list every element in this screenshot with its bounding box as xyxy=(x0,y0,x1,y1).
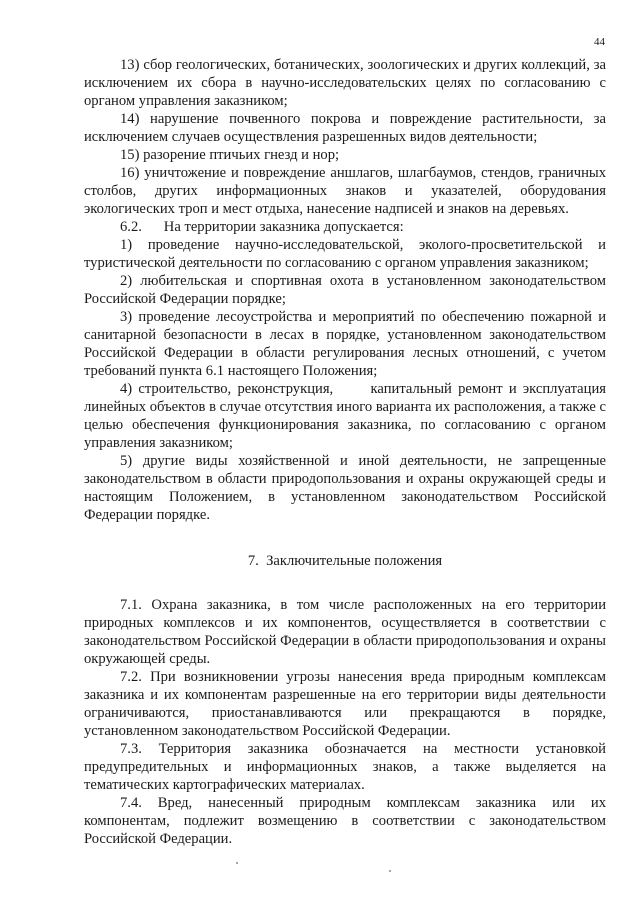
section-heading: 7. Заключительные положения xyxy=(247,553,443,569)
clause-6-2: 6.2. На территории заказника допускается: xyxy=(120,219,404,235)
section-7-body xyxy=(84,596,606,848)
clause-7-2: 7.2. При возникновении угрозы нанесения вреда природным комплексам заказника и их компонентам разрешенные на его территории виды деятельности ограничиваются, приостанавливаются или прекращаются в порядке, установленном законодательством Российской Федерации. xyxy=(84,669,606,739)
list-item-13: 13) сбор геологических, ботанических, зоологических и других коллекций, за исключением их сбора в научно-исследовательских целях по согласованию с органом управления заказником; xyxy=(84,57,606,109)
clause-7-4: 7.4. Вред, нанесенный природным комплексам заказника или их компонентам, подлежит возмещению в соответствии с законодательством Российской Федерации. xyxy=(84,795,606,847)
allowed-item-2: 2) любительская и спортивная охота в установленном законодательством Российской Федерации порядке; xyxy=(84,273,606,307)
page-number: 44 xyxy=(594,36,605,48)
list-item-14: 14) нарушение почвенного покрова и повреждение растительности, за исключением случаев осуществления разрешенных видов деятельности; xyxy=(84,111,606,145)
allowed-item-4: 4) строительство, реконструкция, капитальный ремонт и эксплуатация линейных объектов в случае отсутствия иного варианта их расположения, а также с целью обеспечения функционирования заказника, по согласованию с органом управления заказником; xyxy=(84,381,610,451)
document-body xyxy=(84,56,610,848)
allowed-item-5: 5) другие виды хозяйственной и иной деятельности, не запрещенные законодательством в области природопользования и охраны окружающей среды и настоящим Положением, в установленном законодательством Российской Федерации порядке. xyxy=(84,453,606,523)
list-item-15: 15) разорение птичьих гнезд и нор; xyxy=(120,147,340,163)
scan-speck xyxy=(236,862,238,864)
clause-7-3: 7.3. Территория заказника обозначается на местности установкой предупредительных и информационных знаков, а также выделяется на тематических картографических материалах. xyxy=(84,741,606,793)
list-item-16: 16) уничтожение и повреждение аншлагов, шлагбаумов, стендов, граничных столбов, других информационных знаков и указателей, оборудования экологических троп и мест отдыха, нанесение надписей и знаков на деревьях. xyxy=(84,165,606,217)
allowed-item-1: 1) проведение научно-исследовательской, эколого-просветительской и туристической деятельности по согласованию с органом управления заказником; xyxy=(84,237,606,271)
clause-7-1: 7.1. Охрана заказника, в том числе расположенных на его территории природных комплексов и их компонентов, осуществляется в соответствии с законодательством Российской Федерации в области природопользования и охраны окружающей среды. xyxy=(84,597,606,667)
allowed-item-3: 3) проведение лесоустройства и мероприятий по обеспечению пожарной и санитарной безопасности в лесах в порядке, установленном законодательством Российской Федерации в области регулирования лесных отношений, с учетом требований пункта 6.1 настоящего Положения; xyxy=(84,309,606,379)
scan-speck xyxy=(389,870,391,872)
